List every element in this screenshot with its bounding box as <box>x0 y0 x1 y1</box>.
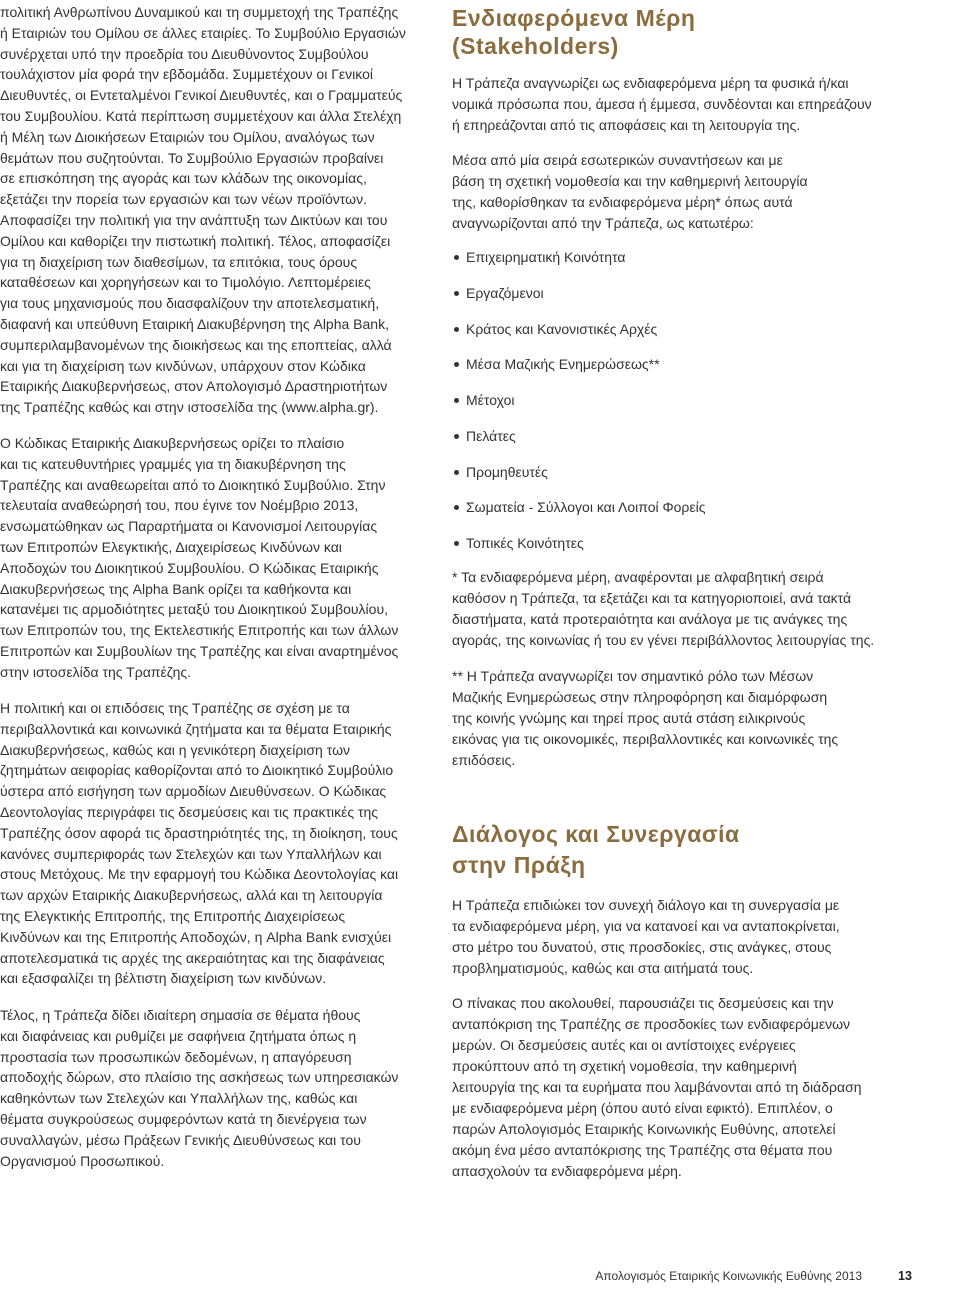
text-line: διαστήματα, κατά προτεραιότητα και ανάλογα με τις ανάγκες της <box>452 611 848 627</box>
text-line: ύστερα από εισήγηση των αρμοδίων Διευθύνσεων. Ο Κώδικας <box>0 783 387 800</box>
text-line: Δεοντολογίας περιγράφει τις δεσμεύσεις και τις πρακτικές της <box>0 803 379 820</box>
list-item <box>452 354 932 390</box>
text-line: Τραπέζης και αναθεωρείται από το Διοικητικό Συμβούλιο. Στην <box>0 476 386 493</box>
heading-line: Διάλογος και Συνεργασία <box>452 821 740 847</box>
bullet-icon <box>454 398 459 403</box>
text-line: και για τη διαχείριση των κινδύνων, υπάρχουν στον Κώδικα <box>0 357 366 374</box>
text-line: ακόμη ένα μέσο ανταπόκρισης της Τραπέζης στα θέματα που <box>452 1142 833 1158</box>
stakeholders-heading <box>452 4 695 60</box>
text-line: ενσωματώθηκαν ως Παραρτήματα οι Κανονισμοί Λειτουργίας <box>0 518 378 535</box>
text-line: ή Μέλη των Διοικήσεων Εταιριών του Ομίλου, αναλόγως των <box>0 128 375 145</box>
text-line: παρών Απολογισμός Εταιρικής Κοινωνικής Ευθύνης, αποτελεί <box>452 1121 836 1137</box>
footnote-alphabetical-order <box>452 567 932 651</box>
text-line: καθηκόντων των Στελεχών και Υπαλλήλων της, καθώς και <box>0 1090 358 1107</box>
footnote-media-role <box>452 666 932 771</box>
text-line: Διακυβερνήσεως της Alpha Bank ορίζει τα καθήκοντα και <box>0 580 352 597</box>
text-line: απασχολούν τα ενδιαφερόμενα μέρη. <box>452 1163 682 1179</box>
heading-line: Ενδιαφερόμενα Μέρη <box>452 5 696 31</box>
heading-line: (Stakeholders) <box>452 33 619 59</box>
list-item-label: Μέσα Μαζικής Ενημερώσεως** <box>466 356 660 373</box>
text-line: στους Μετόχους. Με την εφαρμογή του Κώδικα Δεοντολογίας και <box>0 866 399 883</box>
text-line: Διευθυντές, οι Εντεταλμένοι Γενικοί Διευθυντές, και ο Γραμματεύς <box>0 87 403 104</box>
text-line: Κινδύνων και της Επιτροπής Αποδοχών, η Alpha Bank ενισχύει <box>0 928 392 945</box>
text-line: της Ελεγκτικής Επιτροπής, της Επιτροπής Διαχειρίσεως <box>0 907 346 924</box>
text-line: συναλλαγών, μέσω Πράξεων Γενικής Διευθύνσεως και του <box>0 1131 361 1148</box>
text-line: Εταιρικής Διακυβερνήσεως, στον Απολογισμό Δραστηριοτήτων <box>0 378 388 395</box>
text-line: Η Τράπεζα αναγνωρίζει ως ενδιαφερόμενα μέρη τα φυσικά ή/και <box>452 75 849 91</box>
list-item <box>452 247 932 283</box>
text-line: επιδόσεις. <box>452 752 516 768</box>
dialogue-paragraph-2 <box>452 993 932 1182</box>
text-line: τα ενδιαφερόμενα μέρη, για να κατανοεί και να ανταποκρίνεται, <box>452 918 840 934</box>
text-line: θέματα συγκρούσεως συμφερόντων κατά τη διενέργεια των <box>0 1110 367 1127</box>
text-line: της Τραπέζης καθώς και στην ιστοσελίδα της (www.alpha.gr). <box>0 399 379 416</box>
text-line: Αποδοχών του Διοικητικού Συμβουλίου. Ο Κώδικας Εταιρικής <box>0 559 379 576</box>
text-line: τουλάχιστον μία φορά την εβδομάδα. Συμμετέχουν οι Γενικοί <box>0 66 373 83</box>
text-line: περιβαλλοντικά και κοινωνικά ζητήματα και τα θέματα Εταιρικής <box>0 720 392 737</box>
text-line: του Συμβουλίου. Κατά περίπτωση συμμετέχουν και άλλα Στελέχη <box>0 107 402 124</box>
text-line: εικόνας για τις οικονομικές, περιβαλλοντικές και κοινωνικές της <box>452 731 839 747</box>
left-paragraph-1 <box>0 2 440 418</box>
list-item-label: Επιχειρηματική Κοινότητα <box>466 249 626 265</box>
text-line: προστασία των προσωπικών δεδομένων, η απαγόρευση <box>0 1048 352 1065</box>
dialogue-heading <box>452 819 740 881</box>
text-line: σε επισκόπηση της αγοράς και των κλάδων της οικονομίας, <box>0 170 367 187</box>
text-line: τελευταία αναθεώρησή του, που έγινε τον Νοέμβριο 2013, <box>0 497 359 514</box>
left-paragraph-4 <box>0 1005 440 1171</box>
text-line: των Επιτροπών Ελεγκτικής, Διαχειρίσεως Κινδύνων και <box>0 538 342 555</box>
text-line: μερών. Οι δεσμεύσεις αυτές και οι αντίστοιχες ενέργειες <box>452 1037 796 1053</box>
text-line: ή επηρεάζονται από τις αποφάσεις και τη λειτουργία της. <box>452 117 801 133</box>
text-line: διαφανή και υπεύθυνη Εταιρική Διακυβέρνηση της Alpha Bank, <box>0 315 389 332</box>
bullet-icon <box>454 362 459 367</box>
text-line: προκύπτουν από τη σχετική νομοθεσία, την καθημερινή <box>452 1058 797 1074</box>
text-line: αναγνωρίζονται από την Τράπεζα, ως κατωτέρω: <box>452 215 754 231</box>
list-item-label: Προμηθευτές <box>466 463 548 480</box>
stakeholders-method <box>452 150 932 234</box>
stakeholder-groups-list <box>452 247 932 569</box>
text-line: Η Τράπεζα επιδιώκει τον συνεχή διάλογο και τη συνεργασία με <box>452 897 840 913</box>
text-line: συνέρχεται υπό την προεδρία του Διευθύνοντος Συμβούλου <box>0 45 369 62</box>
text-line: Ο Κώδικας Εταιρικής Διακυβερνήσεως ορίζει το πλαίσιο <box>0 435 345 451</box>
text-line: Διακυβερνήσεως, καθώς και η γενικότερη διαχείριση των <box>0 741 350 758</box>
text-line: καταθέσεων και χορηγήσεων και το Τιμολόγιο. Λεπτομέρειες <box>0 274 371 291</box>
list-item-label: Τοπικές Κοινότητες <box>466 535 584 551</box>
text-line: ανταπόκριση της Τραπέζης σε προσδοκίες των ενδιαφερόμενων <box>452 1016 850 1032</box>
bullet-icon <box>454 291 459 296</box>
text-line: λειτουργία της και τα ευρήματα που λαμβάνονται από τη διάδραση <box>452 1079 862 1095</box>
bullet-icon <box>454 470 459 475</box>
bullet-icon <box>454 434 459 439</box>
text-line: ** Η Τράπεζα αναγνωρίζει τον σημαντικό ρόλο των Μέσων <box>452 668 814 684</box>
text-line: αποτελεσματικά τις αρχές της ακεραιότητας και της διαφάνειας <box>0 949 385 966</box>
text-line: της, καθορίσθηκαν τα ενδιαφερόμενα μέρη* όπως αυτά <box>452 194 793 210</box>
text-line: θεμάτων που συζητούνται. Το Συμβούλιο Εργασιών προβαίνει <box>0 149 384 166</box>
list-item <box>452 390 932 426</box>
text-line: και διαφάνειας και ρυθμίζει με σαφήνεια ζητήματα όπως η <box>0 1027 357 1044</box>
list-item-label: Πελάτες <box>466 427 516 444</box>
text-line: αγοράς, της κοινωνίας ή του εν γένει περιβάλλοντος λειτουργίας της. <box>452 632 875 648</box>
text-line: αποδοχής δώρων, στο πλαίσιο της ασκήσεως των υπηρεσιακών <box>0 1069 399 1086</box>
list-item <box>452 533 932 569</box>
list-item-label: Μέτοχοι <box>466 392 515 408</box>
text-line: ή Εταιριών του Ομίλου σε άλλες εταιρίες. Το Συμβούλιο Εργασιών <box>0 24 406 41</box>
text-line: ζητημάτων αειφορίας καθορίζονται από το Διοικητικό Συμβούλιο <box>0 762 394 779</box>
list-item <box>452 462 932 498</box>
text-line: για τους μηχανισμούς που διασφαλίζουν την αποτελεσματική, <box>0 295 380 312</box>
text-line: στην ιστοσελίδα της Τραπέζης. <box>0 663 192 680</box>
text-line: με ενδιαφερόμενα μέρη (όπου αυτό είναι εφικτό). Επιπλέον, ο <box>452 1100 833 1116</box>
text-line: Αποφασίζει την πολιτική για την ανάπτυξη των Δικτύων και του <box>0 211 388 228</box>
text-line: της κοινής γνώμης και τηρεί προς αυτά στάση ειλικρινούς <box>452 710 806 726</box>
text-line: κανόνες συμπεριφοράς των Στελεχών και των Υπαλλήλων και <box>0 845 382 862</box>
left-paragraph-3 <box>0 698 440 989</box>
text-line: καθόσον η Τράπεζα, τα εξετάζει και τα κατηγοριοποιεί, ανά τακτά <box>452 590 852 606</box>
list-item <box>452 426 932 462</box>
text-line: Επιτροπών και Συμβουλίων της Τραπέζης και είναι αναρτημένος <box>0 642 399 659</box>
text-line: βάση τη σχετική νομοθεσία και την καθημερινή λειτουργία <box>452 173 808 189</box>
text-line: Οργανισμού Προσωπικού. <box>0 1152 165 1169</box>
text-line: στο μέτρο του δυνατού, στις προσδοκίες, στις ανάγκες, στους <box>452 939 832 955</box>
list-item-label: Σωματεία - Σύλλογοι και Λοιποί Φορείς <box>466 499 706 516</box>
text-line: πολιτική Ανθρωπίνου Δυναμικού και τη συμμετοχή της Τραπέζης <box>0 4 399 20</box>
text-line: και εξασφαλίζει τη βέλτιστη διαχείριση των κινδύνων. <box>0 970 327 987</box>
list-item-label: Κράτος και Κανονιστικές Αρχές <box>466 320 658 337</box>
text-line: Τέλος, η Τράπεζα δίδει ιδιαίτερη σημασία σε θέματα ήθους <box>0 1007 361 1023</box>
text-line: Ο πίνακας που ακολουθεί, παρουσιάζει τις δεσμεύσεις και την <box>452 995 834 1011</box>
list-item <box>452 283 932 319</box>
footer-report-title: Απολογισμός Εταιρικής Κοινωνικής Ευθύνης 2013 <box>595 1269 862 1283</box>
text-line: Ομίλου και καθορίζει την πιστωτική πολιτική. Τέλος, αποφασίζει <box>0 232 391 249</box>
text-line: προβληματισμούς, καθώς και στα αιτήματά τους. <box>452 960 754 976</box>
list-item <box>452 497 932 533</box>
bullet-icon <box>454 255 459 260</box>
left-paragraph-2 <box>0 433 440 683</box>
text-line: Μέσα από μία σειρά εσωτερικών συναντήσεων και με <box>452 152 783 168</box>
page-number: 13 <box>898 1269 912 1283</box>
text-line: Η πολιτική και οι επιδόσεις της Τραπέζης σε σχέση με τα <box>0 700 350 716</box>
text-line: * Τα ενδιαφερόμενα μέρη, αναφέρονται με αλφαβητική σειρά <box>452 569 824 585</box>
bullet-icon <box>454 505 459 510</box>
text-line: συμπεριλαμβανομένων της διοικήσεως και της εποπτείας, αλλά <box>0 336 392 353</box>
text-line: των Επιτροπών του, της Εκτελεστικής Επιτροπής και των άλλων <box>0 622 399 639</box>
text-line: νομικά πρόσωπα που, άμεσα ή έμμεσα, συνδέονται και επηρεάζουν <box>452 96 872 112</box>
text-line: των αρχών Εταιρικής Διακυβερνήσεως, αλλά και τη λειτουργία <box>0 887 383 904</box>
bullet-icon <box>454 541 459 546</box>
text-line: κατανέμει τις αρμοδιότητες μεταξύ του Διοικητικού Συμβουλίου, <box>0 601 389 618</box>
stakeholders-intro <box>452 73 932 136</box>
list-item <box>452 319 932 355</box>
list-item-label: Εργαζόμενοι <box>466 284 544 301</box>
dialogue-paragraph-1 <box>452 895 932 979</box>
bullet-icon <box>454 327 459 332</box>
text-line: Τραπέζης όσον αφορά τις δραστηριότητές της, τη διοίκηση, τους <box>0 824 398 841</box>
text-line: για τη διαχείριση των διαθεσίμων, τα επιτόκια, τους όρους <box>0 253 358 270</box>
text-line: και τις κατευθυντήριες γραμμές για τη διακυβέρνηση της <box>0 455 346 472</box>
text-line: Μαζικής Ενημερώσεως στην πληροφόρηση και διαμόρφωση <box>452 689 828 705</box>
heading-line: στην Πράξη <box>452 852 586 878</box>
text-line: εξετάζει την πορεία των εργασιών και των νέων προϊόντων. <box>0 191 367 208</box>
